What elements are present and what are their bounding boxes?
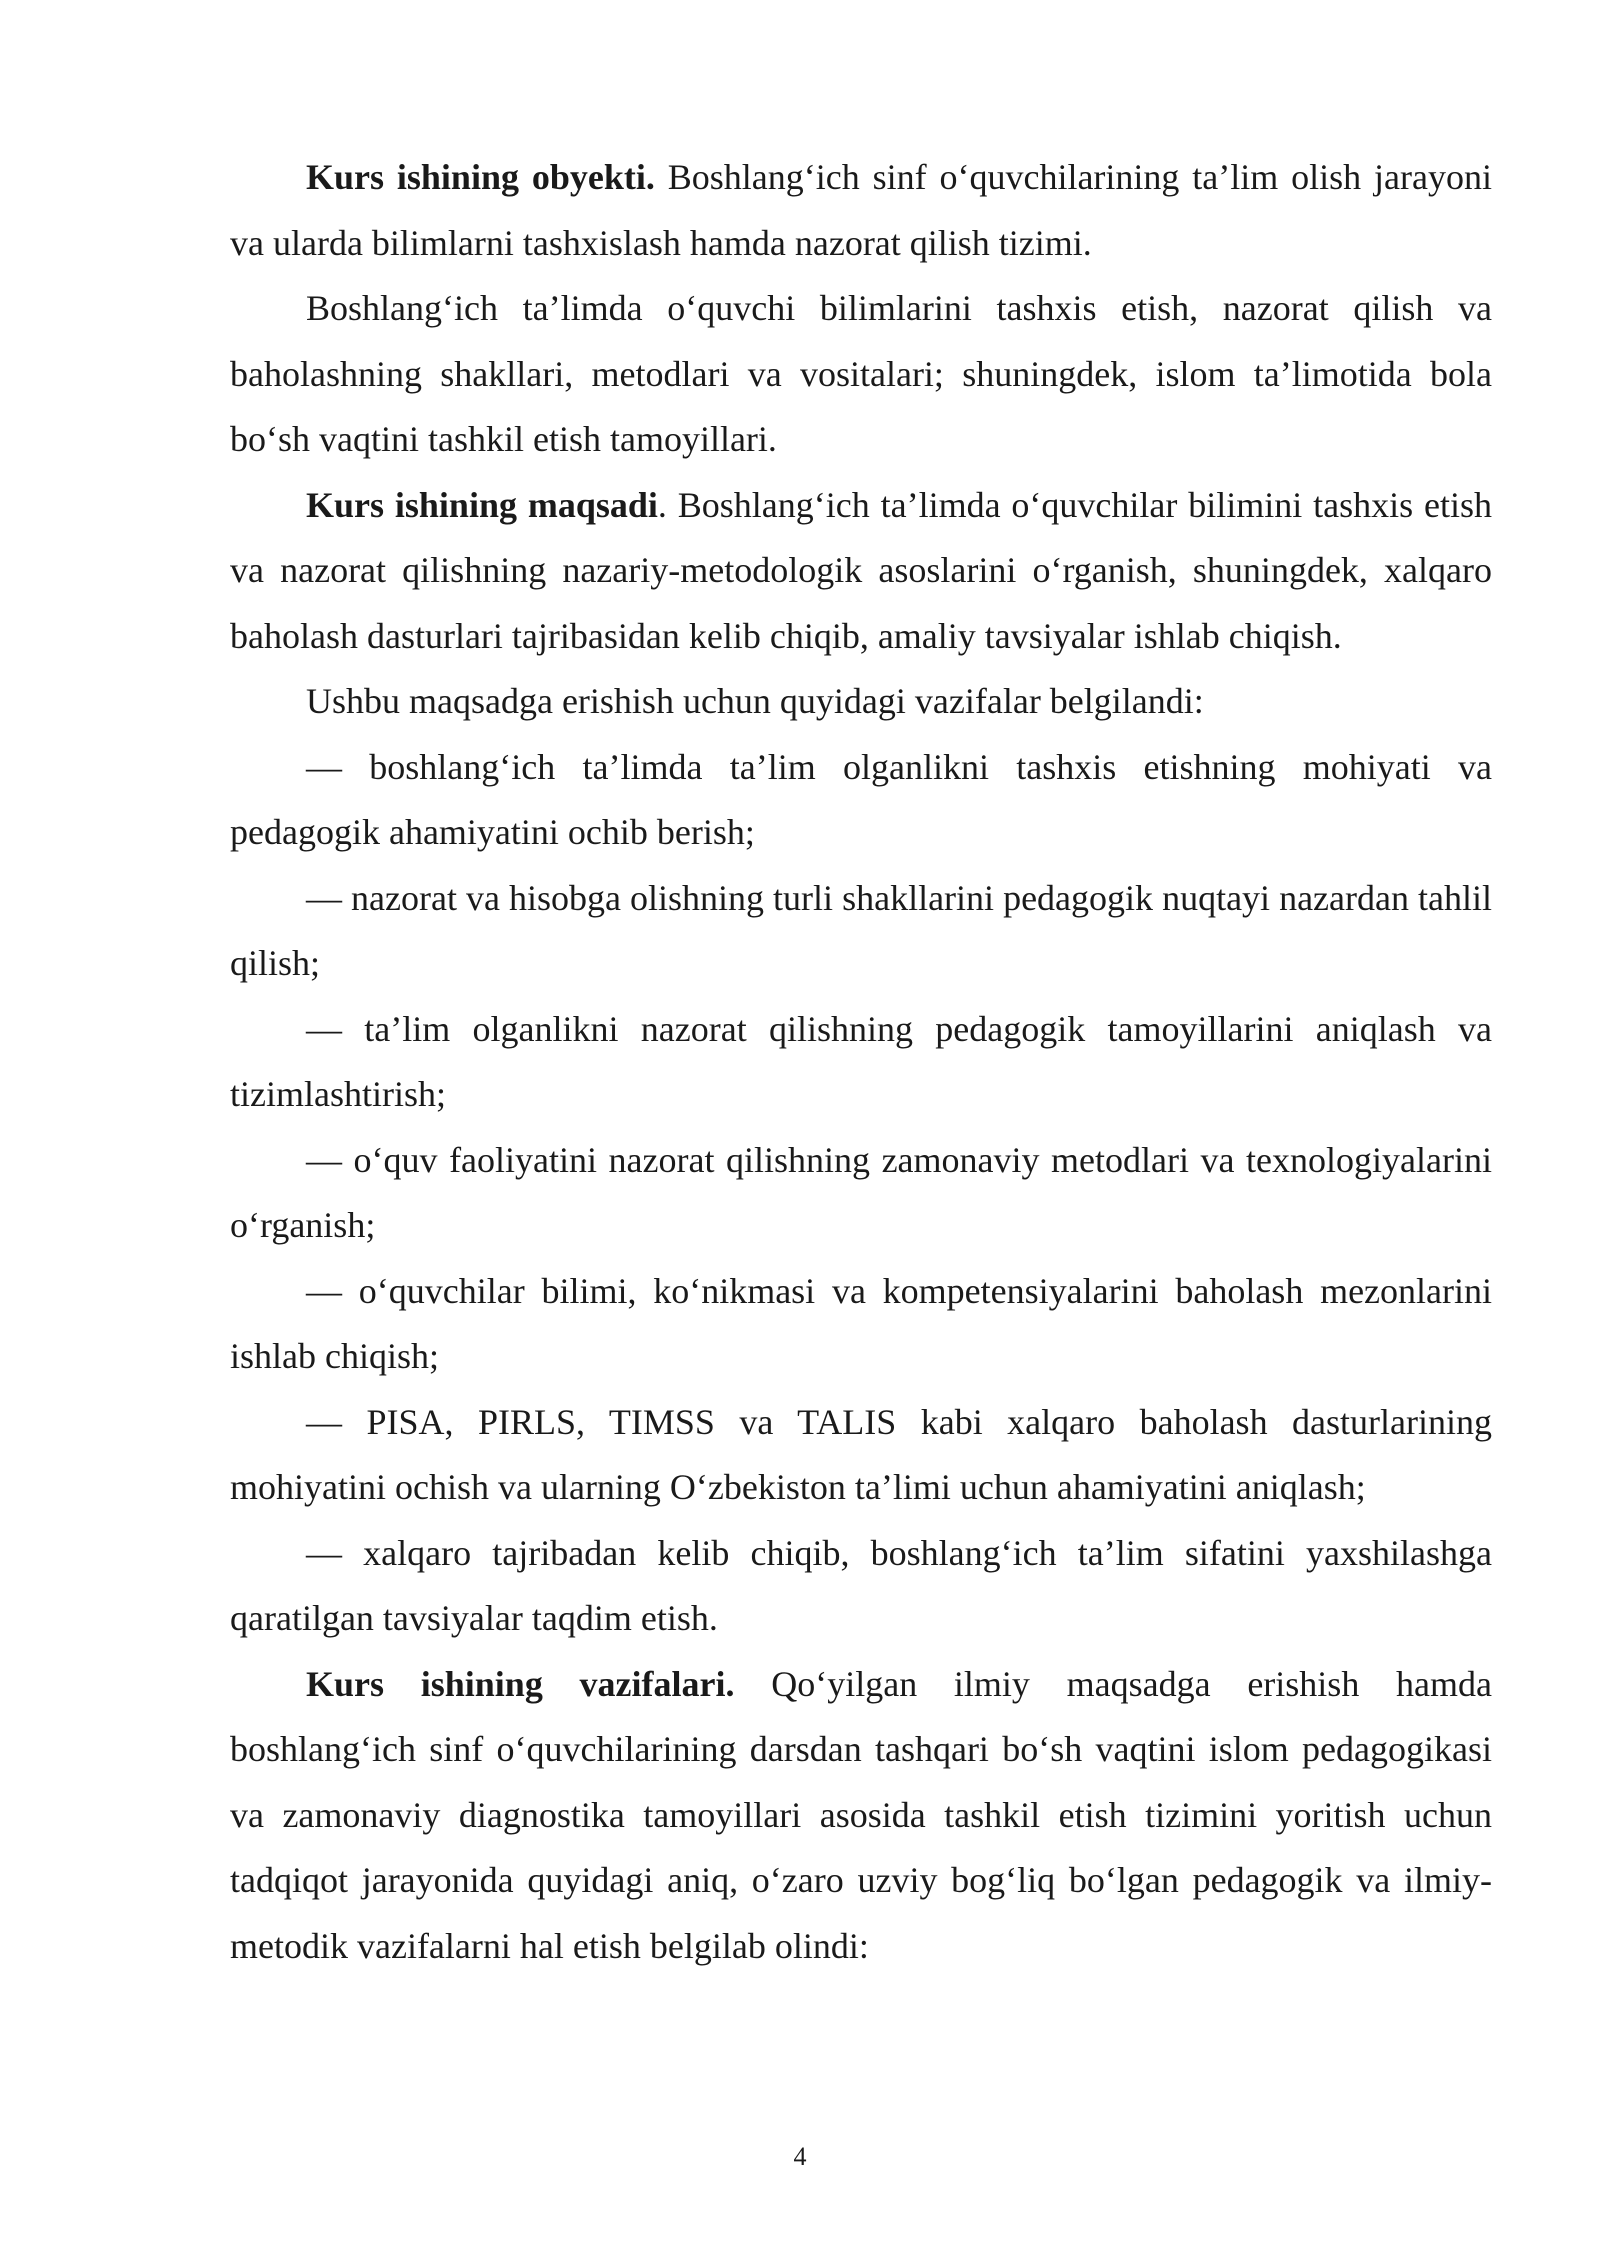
page-number: 4 <box>793 2142 807 2171</box>
list-item-task <box>230 1521 1492 1652</box>
list-item-text: — xalqaro tajribadan kelib chiqib, boshlang‘ich ta’lim sifatini yaxshilashga qaratilgan tavsiyalar taqdim etish. <box>230 1532 1492 1638</box>
list-item-text: — nazorat va hisobga olishning turli shakllarini pedagogik nuqtayi nazardan tahlil qilish; <box>230 877 1492 983</box>
paragraph-heading: Kurs ishining vazifalari. <box>306 1663 735 1704</box>
list-item-text: — o‘quv faoliyatini nazorat qilishning zamonaviy metodlari va texnologiyalarini o‘rganish; <box>230 1139 1492 1245</box>
list-item-task <box>230 1259 1492 1390</box>
list-item-task <box>230 1390 1492 1521</box>
paragraph-tasks-intro <box>230 669 1492 735</box>
list-item-text: — o‘quvchilar bilimi, ko‘nikmasi va kompetensiyalarini baholash mezonlarini ishlab chiqish; <box>230 1270 1492 1376</box>
paragraph-heading: Kurs ishining obyekti. <box>306 157 655 197</box>
paragraph-text: Qo‘yilgan ilmiy maqsadga erishish hamda boshlang‘ich sinf o‘quvchilarining darsdan tashqari bo‘sh vaqtini islom pedagogikasi va zamonaviy diagnostika tamoyillari asosida tashkil etish tizimini yoritish uchun tadqiqot jarayonida quyidagi aniq, o‘zaro uzviy bog‘liq bo‘lgan pedagogik va ilmiy-metodik vazifalarni hal etish belgilab olindi: <box>230 1663 1493 1966</box>
paragraph-object <box>230 145 1492 276</box>
paragraph-heading: Kurs ishining maqsadi <box>306 484 658 525</box>
paragraph-text: Ushbu maqsadga erishish uchun quyidagi vazifalar belgilandi: <box>306 681 1204 721</box>
document-page <box>230 145 1492 1979</box>
list-item-task <box>230 1128 1492 1259</box>
list-item-text: — ta’lim olganlikni nazorat qilishning pedagogik tamoyillarini aniqlash va tizimlashtirish; <box>230 1008 1492 1114</box>
paragraph-goal <box>230 473 1492 670</box>
list-item-task <box>230 997 1492 1128</box>
list-item-text: — boshlang‘ich ta’limda ta’lim olganlikni tashxis etishning mohiyati va pedagogik ahamiyatini ochib berish; <box>230 746 1492 852</box>
paragraph-objectives <box>230 1652 1492 1980</box>
list-item-text: — PISA, PIRLS, TIMSS va TALIS kabi xalqaro baholash dasturlarining mohiyatini ochish va ularning O‘zbekiston ta’limi uchun ahamiyatini aniqlash; <box>230 1401 1492 1507</box>
paragraph-text: Boshlang‘ich ta’limda o‘quvchi bilimlarini tashxis etish, nazorat qilish va baholashning shakllari, metodlari va vositalari; shuningdek, islom ta’limotida bola bo‘sh vaqtini tashkil etish tamoyillari. <box>230 288 1492 459</box>
list-item-task <box>230 735 1492 866</box>
paragraph-subject <box>230 276 1492 473</box>
paragraph-text: . Boshlang‘ich ta’limda o‘quvchilar bilimini tashxis etish va nazorat qilishning nazariy-metodologik asoslarini o‘rganish, shuningdek, xalqaro baholash dasturlari tajribasidan kelib chiqib, amaliy tavsiyalar ishlab chiqish. <box>230 484 1492 656</box>
paragraph-text: Boshlang‘ich sinf o‘quvchilarining ta’lim olish jarayoni va ularda bilimlarni tashxislash hamda nazorat qilish tizimi. <box>230 157 1492 263</box>
list-item-task <box>230 866 1492 997</box>
